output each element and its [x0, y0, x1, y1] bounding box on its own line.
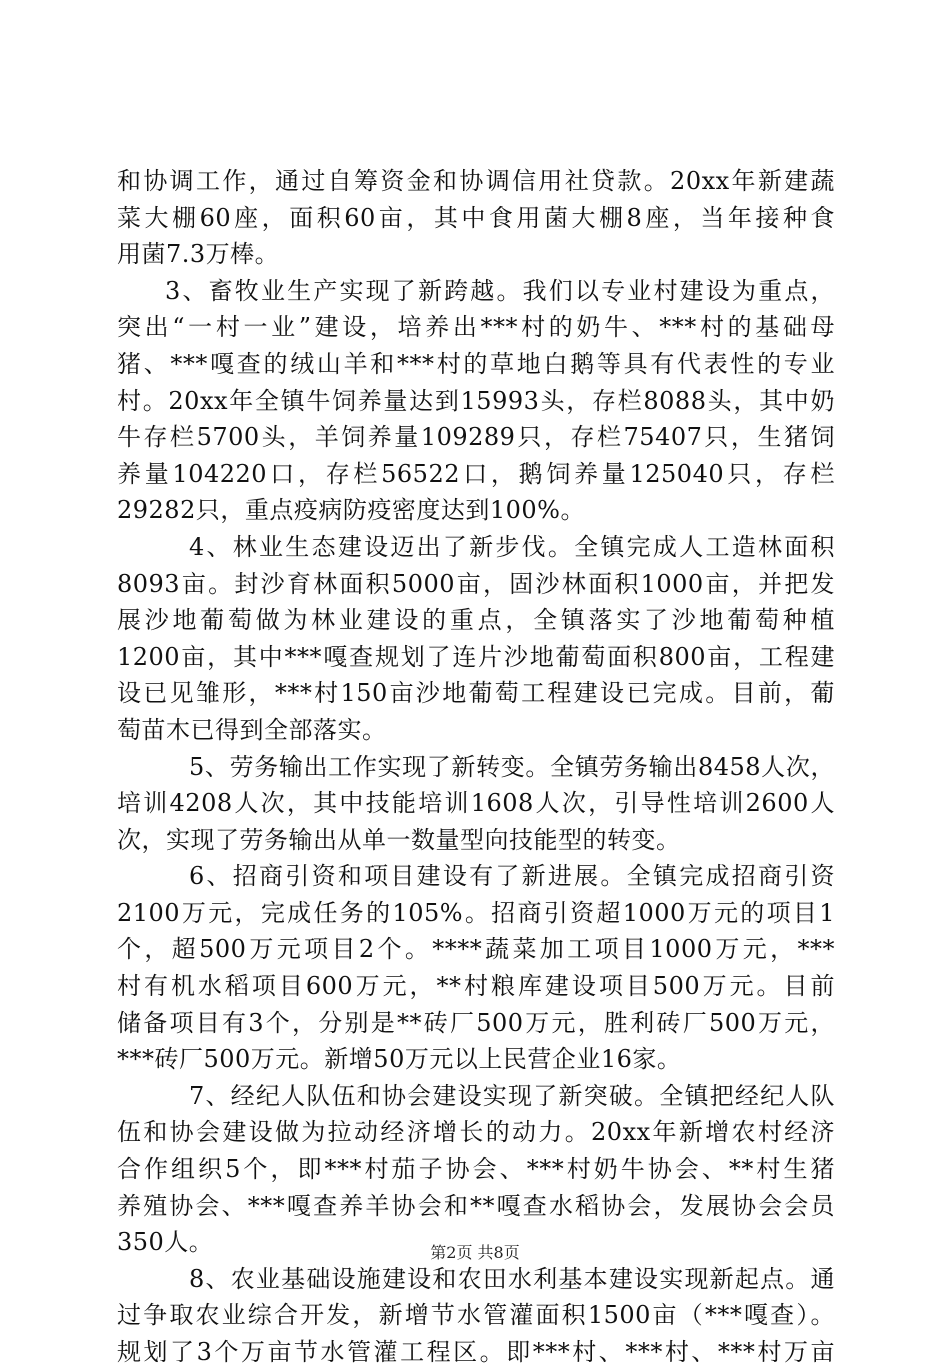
- text-line: 村有机水稻项目600万元，**村粮库建设项目500万元。目前: [117, 972, 835, 1001]
- text-line: 伍和协会建设做为拉动经济增长的动力。20xx年新增农村经济: [117, 1118, 835, 1147]
- text-line: 个，超500万元项目2个。****蔬菜加工项目1000万元，***: [117, 935, 835, 964]
- text-line: 用菌7.3万棒。: [117, 240, 280, 269]
- text-line: 8、农业基础设施建设和农田水利基本建设实现新起点。通: [189, 1264, 835, 1293]
- text-line: 培训4208人次，其中技能培训1608人次，引导性培训2600人: [117, 789, 835, 818]
- text-line: ***砖厂500万元。新增50万元以上民营企业16家。: [117, 1045, 682, 1074]
- text-line: 2100万元，完成任务的105%。招商引资超1000万元的项目1: [117, 898, 835, 927]
- text-line: 4、林业生态建设迈出了新步伐。全镇完成人工造林面积: [189, 532, 835, 561]
- document-body: [117, 163, 835, 1371]
- text-line: 8093亩。封沙育林面积5000亩，固沙林面积1000亩，并把发: [117, 569, 835, 598]
- text-line: 7、经纪人队伍和协会建设实现了新突破。全镇把经纪人队: [189, 1081, 835, 1110]
- text-line: 养殖协会、***嘎查养羊协会和**嘎查水稻协会，发展协会会员: [117, 1191, 835, 1220]
- text-line: 6、招商引资和项目建设有了新进展。全镇完成招商引资: [189, 862, 835, 891]
- text-line: 展沙地葡萄做为林业建设的重点，全镇落实了沙地葡萄种植: [117, 606, 835, 635]
- text-line: 350人。: [117, 1228, 214, 1257]
- page-number-footer: 第2页 共8页: [430, 1243, 520, 1262]
- text-line: 次，实现了劳务输出从单一数量型向技能型的转变。: [117, 825, 681, 854]
- text-line: 牛存栏5700头，羊饲养量109289只，存栏75407只，生猪饲: [117, 423, 835, 452]
- text-line: 3、畜牧业生产实现了新跨越。我们以专业村建设为重点，: [165, 276, 835, 305]
- text-line: 合作组织5个，即***村茄子协会、***村奶牛协会、**村生猪: [117, 1155, 835, 1184]
- text-line: 29282只，重点疫病防疫密度达到100%。: [117, 496, 585, 525]
- text-line: 设已见雏形，***村150亩沙地葡萄工程建设已完成。目前，葡: [117, 679, 835, 708]
- text-line: 1200亩，其中***嘎查规划了连片沙地葡萄面积800亩，工程建: [117, 642, 835, 671]
- text-line: 储备项目有3个，分别是**砖厂500万元，胜利砖厂500万元，: [117, 1008, 835, 1037]
- text-line: 养量104220口，存栏56522口，鹅饲养量125040只，存栏: [117, 459, 835, 488]
- text-line: 菜大棚60座，面积60亩，其中食用菌大棚8座，当年接种食: [117, 203, 835, 232]
- text-line: 萄苗木已得到全部落实。: [117, 715, 387, 744]
- text-line: 突出“一村一业”建设，培养出***村的奶牛、***村的基础母: [117, 313, 835, 342]
- text-line: 5、劳务输出工作实现了新转变。全镇劳务输出8458人次，: [189, 752, 835, 781]
- text-line: 猪、***嘎查的绒山羊和***村的草地白鹅等具有代表性的专业: [117, 349, 835, 378]
- text-line: 过争取农业综合开发，新增节水管灌面积1500亩（***嘎查）。: [117, 1301, 835, 1330]
- text-line: 和协调工作，通过自筹资金和协调信用社贷款。20xx年新建蔬: [117, 167, 835, 195]
- text-line: 规划了3个万亩节水管灌工程区。即***村、***村、***村万亩: [117, 1338, 835, 1366]
- text-line: 村。20xx年全镇牛饲养量达到15993头，存栏8088头，其中奶: [117, 386, 835, 415]
